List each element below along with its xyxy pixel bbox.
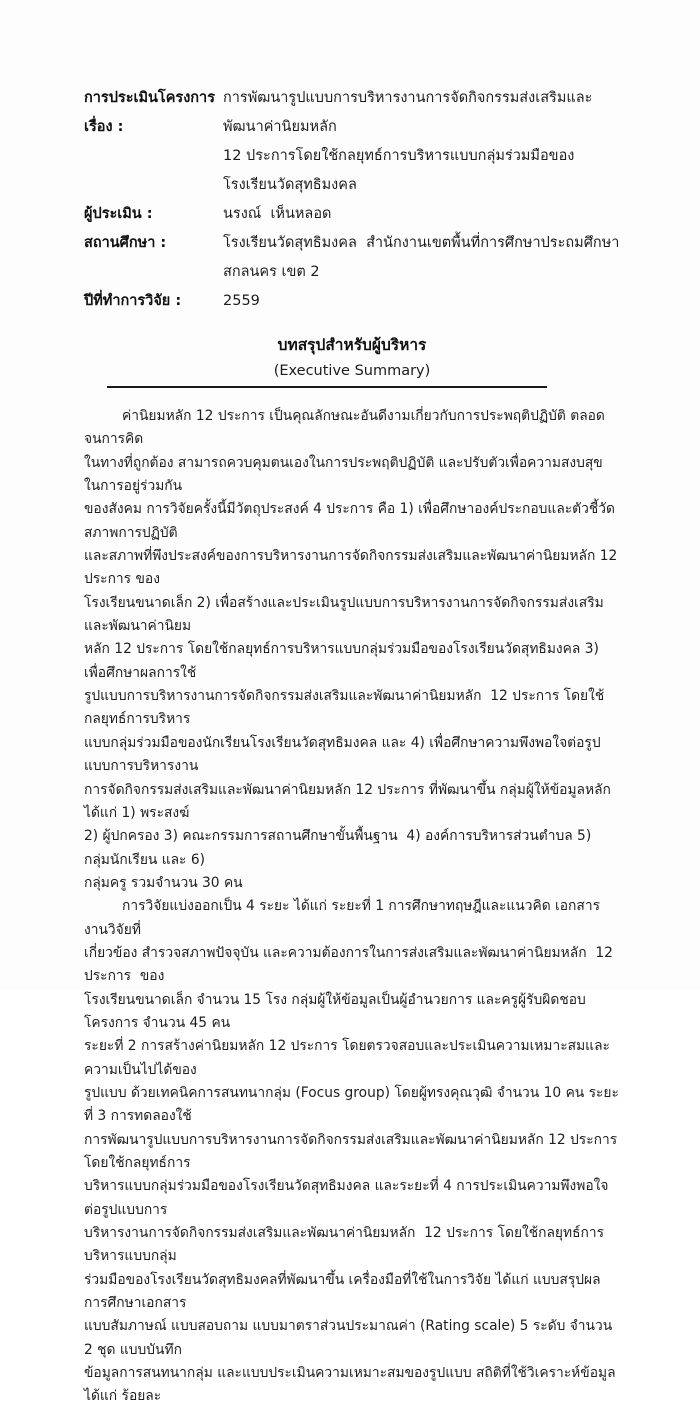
text-line: ของสังคม การวิจัยครั้งนี้มีวัตถุประสงค์ 4 ประการ คือ 1) เพื่อศึกษาองค์ประกอบและตัวชี้วัด สภาพการปฏิบัติ: [84, 501, 620, 541]
text-line: ระยะที่ 2 การสร้างค่านิยมหลัก 12 ประการ โดยตรวจสอบและประเมินความเหมาะสมและความเป็นไปได้ของ: [84, 1038, 610, 1078]
text-line: รูปแบบการบริหารงานการจัดกิจกรรมส่งเสริมและพัฒนาค่านิยมหลัก 12 ประการ โดยใช้กลยุทธ์การบริหาร: [84, 688, 605, 728]
text-line: บริหารงานการจัดกิจกรรมส่งเสริมและพัฒนาค่านิยมหลัก 12 ประการ โดยใช้กลยุทธ์การบริหารแบบกลุ่ม: [84, 1225, 605, 1265]
text-line: แบบสัมภาษณ์ แบบสอบถาม แบบมาตราส่วนประมาณค่า (Rating scale) 5 ระดับ จำนวน 2 ชุด แบบบันทึก: [84, 1318, 617, 1358]
text-line: โรงเรียนขนาดเล็ก จำนวน 15 โรง กลุ่มผู้ให้ข้อมูลเป็นผู้อำนวยการ และครูผู้รับผิดชอบโครงการ จำนวน 45 คน: [84, 991, 586, 1031]
header-row-project-title: [84, 84, 620, 142]
header-row-school-cont: [84, 258, 620, 287]
title-block: [84, 331, 620, 382]
research-year-label: ปีที่ทำการวิจัย :: [84, 293, 182, 309]
text-line: เกี่ยวข้อง สำรวจสภาพปัจจุบัน และความต้องการในการส่งเสริมและพัฒนาค่านิยมหลัก 12 ประการ ของ: [84, 944, 618, 985]
title-divider: [107, 386, 547, 388]
research-year-value: 2559: [223, 293, 260, 309]
header-row-research-year: [84, 287, 620, 316]
evaluator-label: ผู้ประเมิน :: [84, 206, 153, 222]
paragraph-1: [84, 405, 620, 895]
document-header: [84, 84, 620, 316]
header-row-evaluator: [84, 200, 620, 229]
paragraph-2: [84, 895, 620, 1409]
text-line: 2) ผู้ปกครอง 3) คณะกรรมการสถานศึกษาขั้นพื้นฐาน 4) องค์การบริหารส่วนตำบล 5) กลุ่มนักเรียน และ 6): [84, 828, 596, 868]
project-title-value: การพัฒนารูปแบบการบริหารงานการจัดกิจกรรมส่งเสริมและพัฒนาค่านิยมหลัก: [223, 90, 593, 135]
text-line: รูปแบบ ด้วยเทคนิคการสนทนากลุ่ม (Focus group) โดยผู้ทรงคุณวุฒิ จำนวน 10 คน ระยะที่ 3 การทดลองใช้: [84, 1084, 619, 1125]
text-line: การวิจัยแบ่งออกเป็น 4 ระยะ ได้แก่ ระยะที่ 1 การศึกษาทฤษฎีและแนวคิด เอกสารงานวิจัยที่: [84, 898, 600, 938]
evaluator-value: นรงณ์ เห็นหลอด: [223, 206, 332, 222]
school-label: สถานศึกษา :: [84, 235, 167, 251]
text-line: การพัฒนารูปแบบการบริหารงานการจัดกิจกรรมส่งเสริมและพัฒนาค่านิยมหลัก 12 ประการ โดยใช้กลยุทธ์การ: [84, 1131, 622, 1171]
page-subtitle: (Executive Summary): [273, 363, 431, 379]
school-value-cont: สกลนคร เขต 2: [223, 264, 320, 280]
project-title-value-cont: 12 ประการโดยใช้กลยุทธ์การบริหารแบบกลุ่มร่วมมือของโรงเรียนวัดสุทธิมงคล: [223, 148, 575, 193]
page-title: บทสรุปสำหรับผู้บริหาร: [277, 336, 427, 354]
project-title-label: การประเมินโครงการเรื่อง :: [84, 90, 215, 135]
text-line: และสภาพที่พึงประสงค์ของการบริหารงานการจัดกิจกรรมส่งเสริมและพัฒนาค่านิยมหลัก 12 ประการ ของ: [84, 548, 622, 588]
text-line: หลัก 12 ประการ โดยใช้กลยุทธ์การบริหารแบบกลุ่มร่วมมือของโรงเรียนวัดสุทธิมงคล 3) เพื่อศึกษาผลการใช้: [84, 641, 604, 681]
document-body: [84, 405, 620, 1409]
header-row-school: [84, 229, 620, 258]
school-value: โรงเรียนวัดสุทธิมงคล สำนักงานเขตพื้นที่การศึกษาประถมศึกษา: [223, 235, 620, 251]
text-line: แบบกลุ่มร่วมมือของนักเรียนโรงเรียนวัดสุทธิมงคล และ 4) เพื่อศึกษาความพึงพอใจต่อรูปแบบการบริหารงาน: [84, 734, 601, 775]
text-line: โรงเรียนขนาดเล็ก 2) เพื่อสร้างและประเมินรูปแบบการบริหารงานการจัดกิจกรรมส่งเสริมและพัฒนาค่านิยม: [84, 594, 604, 635]
header-row-project-title-cont: [84, 142, 620, 200]
text-line: บริหารแบบกลุ่มร่วมมือของโรงเรียนวัดสุทธิมงคล และระยะที่ 4 การประเมินความพึงพอใจต่อรูปแบบการ: [84, 1178, 609, 1218]
text-line: ในทางที่ถูกต้อง สามารถควบคุมตนเองในการประพฤติปฏิบัติ และปรับตัวเพื่อความสงบสุข ในการอยู่ร่วมกัน: [84, 454, 608, 495]
text-line: ค่านิยมหลัก 12 ประการ เป็นคุณลักษณะอันดีงามเกี่ยวกับการประพฤติปฏิบัติ ตลอดจนการคิด: [84, 408, 605, 448]
text-line: ร่วมมือของโรงเรียนวัดสุทธิมงคลที่พัฒนาขึ้น เครื่องมือที่ใช้ในการวิจัย ได้แก่ แบบสรุปผลการศึกษาเอกสาร: [84, 1271, 601, 1312]
text-line: การจัดกิจกรรมส่งเสริมและพัฒนาค่านิยมหลัก 12 ประการ ที่พัฒนาขึ้น กลุ่มผู้ให้ข้อมูลหลัก ได้แก่ 1) พระสงฆ์: [84, 781, 616, 821]
text-line: กลุ่มครู รวมจำนวน 30 คน: [84, 874, 243, 891]
text-line: ข้อมูลการสนทนากลุ่ม และแบบประเมินความเหมาะสมของรูปแบบ สถิติที่ใช้วิเคราะห์ข้อมูล ได้แก่ ร้อยละ: [84, 1365, 620, 1405]
